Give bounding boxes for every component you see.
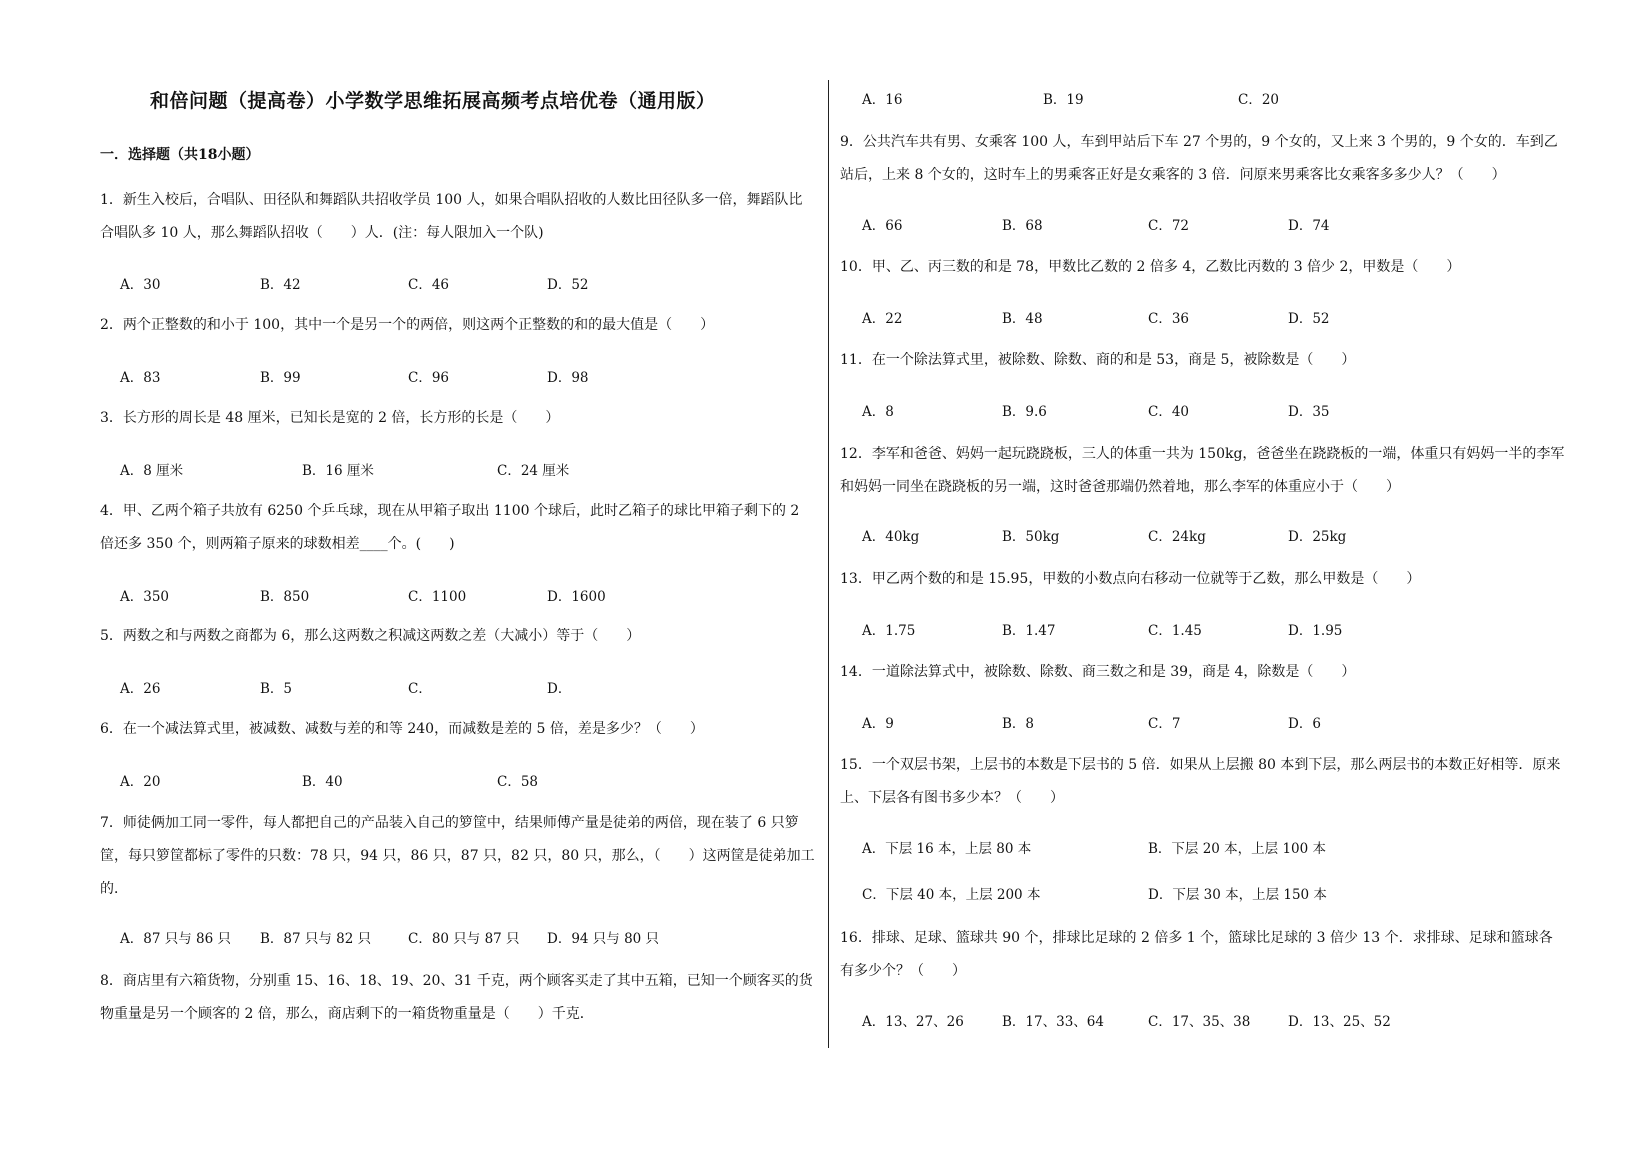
question-12: 12．李军和爸爸、妈妈一起玩跷跷板，三人的体重一共为 150kg，爸爸坐在跷跷板的一端，体重只有妈妈一半的李军和妈妈一同坐在跷跷板的另一端，这时爸爸那端仍然着地，那么李军的体重应小于（ ） <box>840 446 1565 495</box>
q12-option-b[interactable]: B．50kg <box>1002 529 1060 545</box>
q12-option-c[interactable]: C．24kg <box>1148 529 1206 545</box>
q12-option-d[interactable]: D．25kg <box>1288 529 1347 545</box>
question-2: 2．两个正整数的和小于 100，其中一个是另一个的两倍，则这两个正整数的和的最大值是（ ） <box>100 317 715 333</box>
q2-option-a[interactable]: A．83 <box>120 370 161 386</box>
q5-option-c[interactable]: C． <box>408 681 432 697</box>
q12-option-a[interactable]: A．40kg <box>862 529 920 545</box>
question-1: 1．新生入校后，合唱队、田径队和舞蹈队共招收学员 100 人，如果合唱队招收的人数比田径队多一倍，舞蹈队比合唱队多 10 人，那么舞蹈队招收（ ）人．(注：每人限加入一个队) <box>100 192 803 241</box>
q11-option-c[interactable]: C．40 <box>1148 404 1190 420</box>
q1-option-c[interactable]: C．46 <box>408 277 450 293</box>
q7-option-d[interactable]: D．94 只与 80 只 <box>547 931 660 947</box>
q14-option-a[interactable]: A．9 <box>862 716 894 732</box>
q9-option-d[interactable]: D．74 <box>1288 218 1330 234</box>
q13-option-a[interactable]: A．1.75 <box>862 623 916 639</box>
q15-option-a[interactable]: A．下层 16 本，上层 80 本 <box>862 841 1032 857</box>
q7-option-a[interactable]: A．87 只与 86 只 <box>120 931 231 947</box>
q9-option-c[interactable]: C．72 <box>1148 218 1190 234</box>
q1-option-a[interactable]: A．30 <box>120 277 161 293</box>
q10-option-b[interactable]: B．48 <box>1002 311 1043 327</box>
q7-option-b[interactable]: B．87 只与 82 只 <box>260 931 372 947</box>
q8-option-c[interactable]: C．20 <box>1238 92 1280 108</box>
q16-option-b[interactable]: B．17、33、64 <box>1002 1014 1104 1030</box>
q4-option-b[interactable]: B．850 <box>260 589 310 605</box>
q5-option-d[interactable]: D． <box>547 681 572 697</box>
q15-option-b[interactable]: B．下层 20 本，上层 100 本 <box>1148 841 1327 857</box>
q3-option-b[interactable]: B．16 厘米 <box>302 463 374 479</box>
q14-option-d[interactable]: D．6 <box>1288 716 1321 732</box>
q10-option-a[interactable]: A．22 <box>862 311 903 327</box>
q16-option-d[interactable]: D．13、25、52 <box>1288 1014 1391 1030</box>
question-7: 7．师徒俩加工同一零件，每人都把自己的产品装入自己的箩筐中，结果师傅产量是徒弟的两倍，现在装了 6 只箩筐，每只箩筐都标了零件的只数：78 只，94 只，86 只，87 只，82 只，80 只，那么，（ ）这两筐是徒弟加工的． <box>100 815 815 897</box>
page-title: 和倍问题（提高卷）小学数学思维拓展高频考点培优卷（通用版） <box>150 90 716 112</box>
question-13: 13．甲乙两个数的和是 15.95，甲数的小数点向右移动一位就等于乙数，那么甲数是（ ） <box>840 571 1421 587</box>
q7-option-c[interactable]: C．80 只与 87 只 <box>408 931 520 947</box>
column-divider <box>828 80 829 1048</box>
q16-option-c[interactable]: C．17、35、38 <box>1148 1014 1251 1030</box>
q10-option-c[interactable]: C．36 <box>1148 311 1190 327</box>
q2-option-c[interactable]: C．96 <box>408 370 450 386</box>
question-5: 5．两数之和与两数之商都为 6，那么这两数之积减这两数之差（大减小）等于（ ） <box>100 628 641 644</box>
section-heading: 一．选择题（共18小题） <box>100 147 260 163</box>
q5-option-b[interactable]: B．5 <box>260 681 293 697</box>
q8-option-b[interactable]: B．19 <box>1043 92 1084 108</box>
question-8: 8．商店里有六箱货物，分别重 15、16、18、19、20、31 千克，两个顾客买走了其中五箱，已知一个顾客买的货物重量是另一个顾客的 2 倍，那么，商店剩下的一箱货物重量是（ ）千克． <box>100 973 813 1022</box>
question-14: 14．一道除法算式中，被除数、除数、商三数之和是 39，商是 4，除数是（ ） <box>840 664 1356 680</box>
q13-option-c[interactable]: C．1.45 <box>1148 623 1202 639</box>
q4-option-c[interactable]: C．1100 <box>408 589 467 605</box>
question-6: 6．在一个减法算式里，被减数、减数与差的和等 240，而减数是差的 5 倍，差是多少？（ ） <box>100 721 704 737</box>
q15-option-c[interactable]: C．下层 40 本，上层 200 本 <box>862 887 1041 903</box>
q16-option-a[interactable]: A．13、27、26 <box>862 1014 964 1030</box>
q4-option-a[interactable]: A．350 <box>120 589 170 605</box>
question-9: 9．公共汽车共有男、女乘客 100 人，车到甲站后下车 27 个男的，9 个女的，又上来 3 个男的，9 个女的．车到乙站后，上来 8 个女的，这时车上的男乘客正好是女乘客的 3 倍．问原来男乘客比女乘客多多少人？（ ） <box>840 134 1558 183</box>
q8-option-a[interactable]: A．16 <box>862 92 903 108</box>
question-10: 10．甲、乙、丙三数的和是 78，甲数比乙数的 2 倍多 4，乙数比丙数的 3 倍少 2，甲数是（ ） <box>840 259 1461 275</box>
q1-option-d[interactable]: D．52 <box>547 277 589 293</box>
q11-option-a[interactable]: A．8 <box>862 404 894 420</box>
q10-option-d[interactable]: D．52 <box>1288 311 1330 327</box>
q5-option-a[interactable]: A．26 <box>120 681 161 697</box>
q2-option-b[interactable]: B．99 <box>260 370 301 386</box>
q13-option-d[interactable]: D．1.95 <box>1288 623 1343 639</box>
question-4: 4．甲、乙两个箱子共放有 6250 个乒乓球，现在从甲箱子取出 1100 个球后，此时乙箱子的球比甲箱子剩下的 2 倍还多 350 个，则两箱子原来的球数相差____个。( ) <box>100 503 800 552</box>
q3-option-c[interactable]: C．24 厘米 <box>497 463 570 479</box>
question-16: 16．排球、足球、篮球共 90 个，排球比足球的 2 倍多 1 个，篮球比足球的 3 倍少 13 个．求排球、足球和篮球各有多少个？（ ） <box>840 930 1553 979</box>
q14-option-c[interactable]: C．7 <box>1148 716 1181 732</box>
q4-option-d[interactable]: D．1600 <box>547 589 606 605</box>
q11-option-b[interactable]: B．9.6 <box>1002 404 1047 420</box>
question-3: 3．长方形的周长是 48 厘米，已知长是宽的 2 倍，长方形的长是（ ） <box>100 410 560 426</box>
q13-option-b[interactable]: B．1.47 <box>1002 623 1056 639</box>
q6-option-c[interactable]: C．58 <box>497 774 539 790</box>
q9-option-a[interactable]: A．66 <box>862 218 903 234</box>
question-11: 11．在一个除法算式里，被除数、除数、商的和是 53，商是 5，被除数是（ ） <box>840 352 1356 368</box>
q11-option-d[interactable]: D．35 <box>1288 404 1330 420</box>
q15-option-d[interactable]: D．下层 30 本，上层 150 本 <box>1148 887 1327 903</box>
q6-option-b[interactable]: B．40 <box>302 774 343 790</box>
question-15: 15．一个双层书架，上层书的本数是下层书的 5 倍．如果从上层搬 80 本到下层，那么两层书的本数正好相等．原来上、下层各有图书多少本？（ ） <box>840 757 1561 806</box>
q6-option-a[interactable]: A．20 <box>120 774 161 790</box>
q1-option-b[interactable]: B．42 <box>260 277 301 293</box>
q2-option-d[interactable]: D．98 <box>547 370 589 386</box>
q14-option-b[interactable]: B．8 <box>1002 716 1035 732</box>
q3-option-a[interactable]: A．8 厘米 <box>120 463 184 479</box>
q9-option-b[interactable]: B．68 <box>1002 218 1043 234</box>
